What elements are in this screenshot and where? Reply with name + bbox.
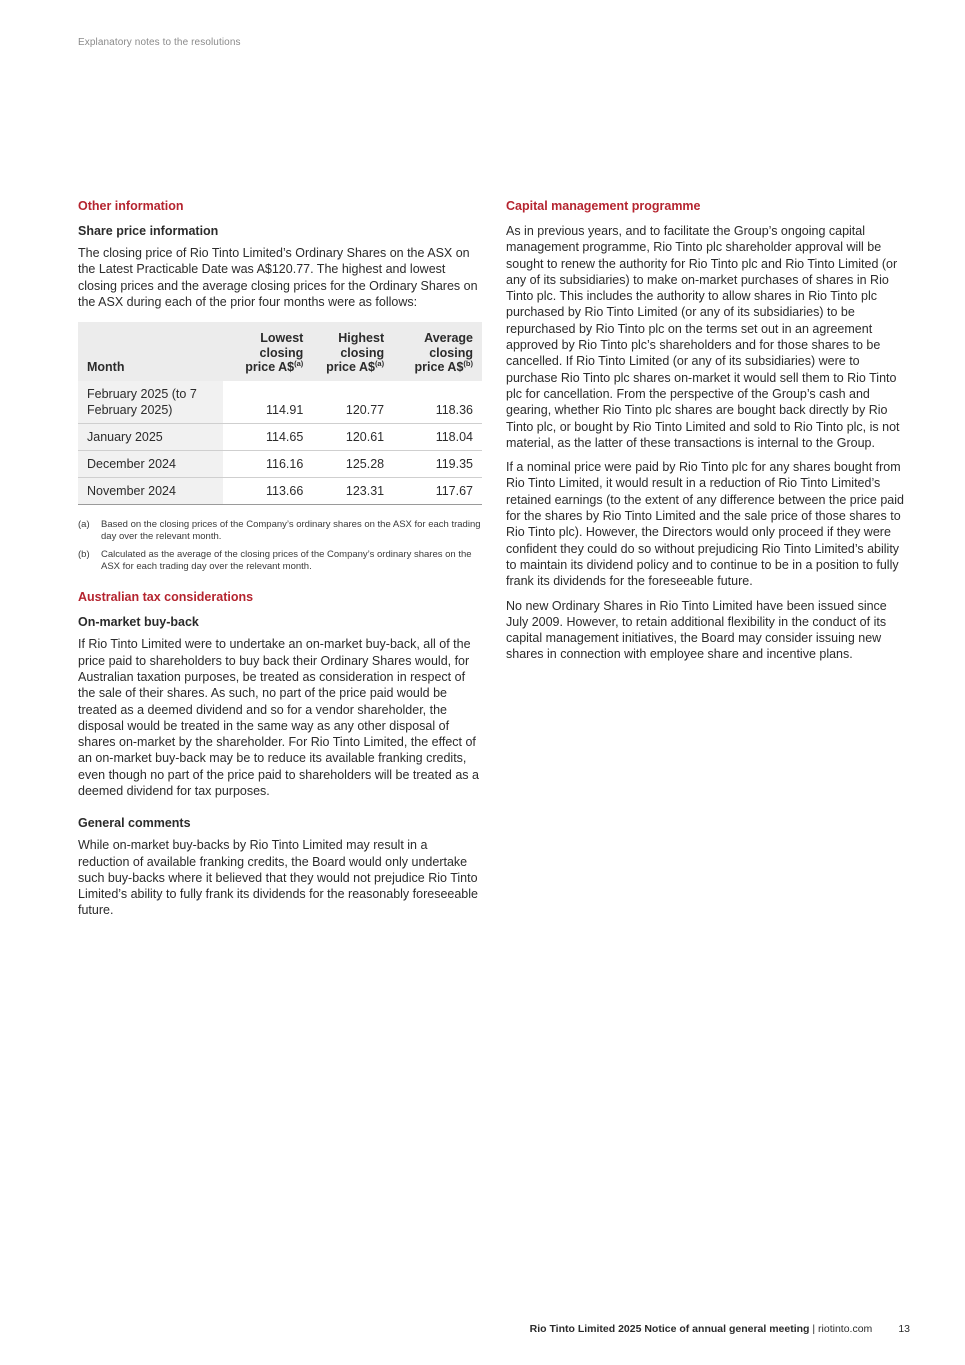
note-text: Based on the closing prices of the Company’s ordinary shares on the ASX for each trading day over the relevant month.: [101, 518, 481, 543]
table-notes: [78, 519, 482, 574]
table-header-row: [78, 322, 482, 381]
table-note: [78, 519, 482, 544]
cell-lowest: 114.91: [223, 381, 312, 424]
note-text: Calculated as the average of the closing prices of the Company’s ordinary shares on the ASX for each trading day over the relevant month.: [101, 548, 472, 572]
capital-paragraph-1: As in previous years, and to facilitate the Group’s ongoing capital management programme, Rio Tinto plc shareholder approval will be sought to renew the authority for Rio Tinto plc and Rio Tinto Limited (or any of its subsidiaries) to make on-market purchases of shares in Rio Tinto plc. This includes the authority to allow shares in Rio Tinto plc purchased by Rio Tinto Limited (or any of its subsidiaries) to be repurchased by Rio Tinto plc on the terms set out in an agreement approved by Rio Tinto plc’s shareholders and for those shares to be cancelled. If Rio Tinto Limited (or any of its subsidiaries) were to purchase Rio Tinto plc shares on-market it would sell them to Rio Tinto plc for cancellation. From the perspective of the Group’s cash and gearing, whether Rio Tinto plc shares are bought back directly by Rio Tinto plc, or bought by Rio Tinto Limited and sold to Rio Tinto plc, is not material, as the latter of these transactions is internal to the Group.: [506, 224, 900, 450]
cell-highest: 123.31: [312, 477, 393, 504]
col-header-highest-note: (a): [374, 359, 385, 369]
table-row: [78, 381, 482, 424]
col-header-lowest: Lowest closing price A\$$^{(a)}$: [223, 322, 312, 381]
note-mark: (a): [78, 518, 90, 530]
footer-doc-title: Rio Tinto Limited 2025 Notice of annual general meeting: [529, 1323, 810, 1335]
cell-average: 118.04: [393, 423, 482, 450]
buyback-heading: On-market buy-back: [78, 615, 199, 630]
col-header-lowest-note: (a): [294, 359, 304, 369]
note-mark: (b): [78, 548, 90, 560]
tax-considerations-heading: Australian tax considerations: [78, 590, 254, 605]
cell-average: 119.35: [393, 450, 482, 477]
other-information-heading: Other information: [78, 199, 184, 213]
footer-separator: |: [809, 1323, 819, 1335]
capital-management-heading: Capital management programme: [506, 199, 701, 213]
cell-month: January 2025: [78, 423, 223, 450]
cell-month: December 2024: [78, 450, 223, 477]
general-comments-heading: General comments: [78, 816, 191, 831]
cell-lowest: 113.66: [223, 477, 312, 504]
share-price-table: [78, 322, 482, 505]
capital-paragraph-2: If a nominal price were paid by Rio Tinto plc for any shares bought from Rio Tinto Limited, it would result in a reduction of Rio Tinto Limited’s retained earnings (to the extent of any difference between the price paid for the shares by Rio Tinto Limited and the sale price of those shares to Rio Tinto plc). However, the Directors would only proceed if they were confident they could do so without prejudicing Rio Tinto Limited’s ability to maintain its dividend policy and to continue to be in a position to fully frank its dividends for the foreseeable future.: [506, 460, 904, 589]
cell-month: February 2025 (to 7 February 2025): [78, 381, 223, 424]
general-comments-text: While on-market buy-backs by Rio Tinto Limited may result in a reduction of available franking credits, the Board would only undertake such buy-backs where it believed that they would not prejudice Rio Tinto Limited’s ability to fully frank its dividends for the reasonably foreseeable future.: [78, 838, 478, 918]
cell-highest: 125.28: [312, 450, 393, 477]
footer-site-link[interactable]: riotinto.com: [818, 1323, 873, 1335]
col-header-average: Average closing price A\$$^{(b)}$: [393, 322, 482, 381]
cell-highest: 120.77: [312, 381, 393, 424]
share-price-heading: Share price information: [78, 224, 219, 238]
page-footer: [0, 1323, 910, 1335]
table-row: [78, 477, 482, 504]
buyback-text: If Rio Tinto Limited were to undertake an on-market buy-back, all of the price paid to shareholders to buy back their Ordinary Shares would, for Australian taxation purposes, be treated as consideration in respect of the sale of their shares. As such, no part of the price paid would be treated as a deemed dividend and so for a vendor shareholder, the disposal would be treated in the same way as any other disposal of shares on-market by the shareholder. For Rio Tinto Limited, the effect of an on-market buy-back may be to reduce its available franking credits, even though no part of the price paid to shareholders will be treated as a deemed dividend for tax purposes.: [78, 637, 479, 798]
share-price-intro: The closing price of Rio Tinto Limited’s Ordinary Shares on the ASX on the Latest Practicable Date was A$120.77. The highest and lowest closing prices and the average closing prices for the Ordinary Shares on the ASX during each of the prior four months were as follows:: [78, 246, 478, 309]
cell-lowest: 116.16: [223, 450, 312, 477]
col-header-highest: Highest closing price A\$$^{(a)}$: [312, 322, 393, 381]
cell-average: 118.36: [393, 381, 482, 424]
col-header-average-note: (b): [463, 359, 473, 369]
table-note: [78, 549, 482, 574]
table-row: [78, 450, 482, 477]
cell-month: November 2024: [78, 477, 223, 504]
running-header: Explanatory notes to the resolutions: [78, 37, 241, 48]
table-row: [78, 423, 482, 450]
left-column: [78, 198, 482, 927]
capital-paragraph-3: No new Ordinary Shares in Rio Tinto Limited have been issued since July 2009. However, to retain additional flexibility in the conduct of its capital management initiatives, the Board may consider issuing new shares in connection with employee share and incentive plans.: [506, 598, 887, 662]
col-header-month: Month: [78, 322, 223, 381]
page-number: 13: [898, 1323, 910, 1335]
cell-highest: 120.61: [312, 423, 393, 450]
right-column: [506, 198, 906, 671]
cell-lowest: 114.65: [223, 423, 312, 450]
cell-average: 117.67: [393, 477, 482, 504]
